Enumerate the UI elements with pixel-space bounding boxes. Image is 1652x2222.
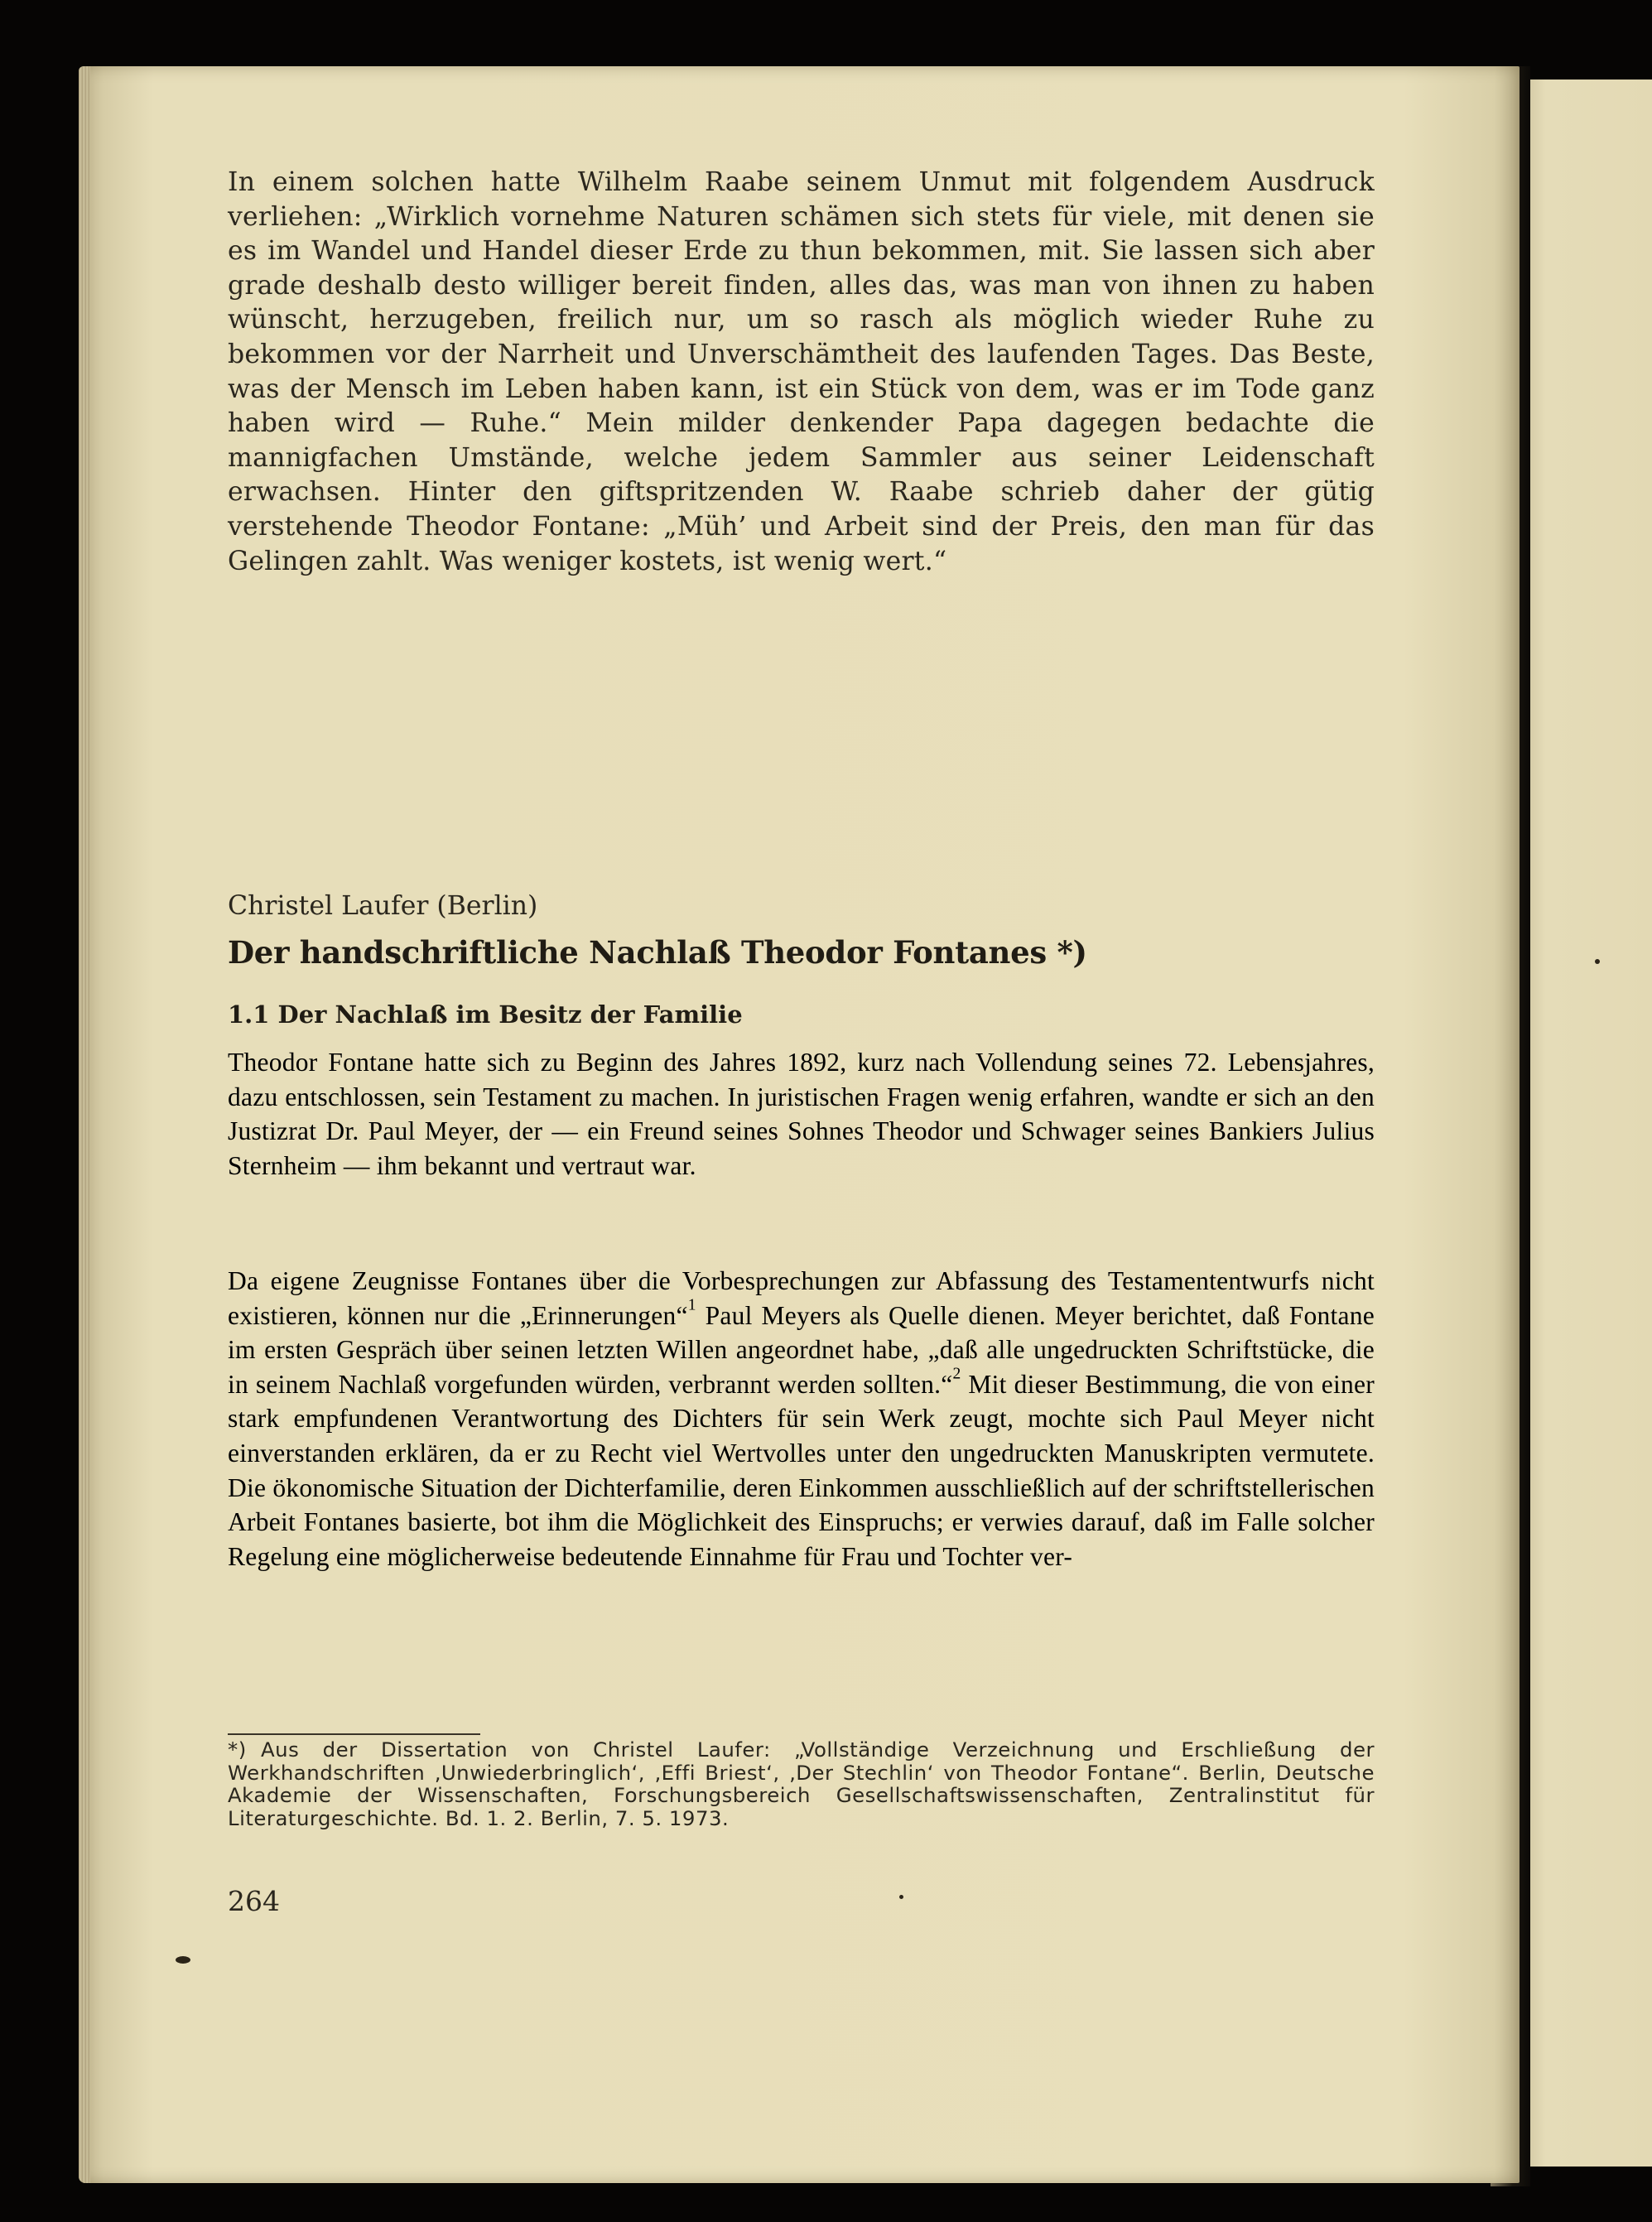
footnote-ref-2: 2 <box>952 1365 961 1383</box>
ink-speck <box>899 1895 903 1899</box>
body-paragraph-1: Theodor Fontane hatte sich zu Beginn des Jahres 1892, kurz nach Vollendung seines 72. Lebensjahres, dazu entschlossen, sein Testament zu machen. In juristischen Fragen wenig erfahren, wandte er sich an den Justizrat Dr. Paul Meyer, der — ein Freund seines Sohnes Theodor und Schwager seines Bankiers Julius Sternheim — ihm bekannt und vertraut war. <box>228 1048 1375 1180</box>
footnote-ref-1: 1 <box>687 1296 696 1314</box>
body-paragraph-2 <box>228 1264 1375 1574</box>
page-number: 264 <box>228 1885 280 1917</box>
body-paragraph-2-part2: Paul Meyers als Quelle dienen. Meyer berichtet, daß Fontane im ersten Gespräch über seinen letzten Willen angeordnet habe, „daß alle ungedruckten Schriftstücke, die in seinem Nachlaß vorgefunden würden, verbrannt werden sollten.“ <box>228 1300 1375 1399</box>
article-title: Der handschriftliche Nachlaß Theodor Fontanes *) <box>228 934 1087 971</box>
footnote-marker: *) <box>228 1738 247 1762</box>
top-paragraph: In einem solchen hatte Wilhelm Raabe seinem Unmut mit folgendem Ausdruck verliehen: „Wirklich vornehme Naturen schämen sich stets für viele, mit denen sie es im Wandel und Handel dieser Erde zu thun bekommen, mit. Sie lassen sich aber grade deshalb desto williger bereit finden, alles das, was man von ihnen zu haben wünscht, herzugeben, freilich nur, um so rasch als möglich wieder Ruhe zu bekommen vor der Narrheit und Unverschämtheit des laufenden Tages. Das Beste, was der Mensch im Leben haben kann, ist ein Stück von dem, was er im Tode ganz haben wird — Ruhe.“ Mein milder denkender Papa dagegen bedachte die mannigfachen Umstände, welche jedem Sammler aus seiner Leidenschaft erwachsen. Hinter den giftspritzenden W. Raabe schrieb daher der gütig verstehende Theodor Fontane: „Müh’ und Arbeit sind der Preis, den man für das Gelingen zahlt. Was weniger kostets, ist wenig wert.“ <box>228 167 1375 576</box>
body-paragraph-2-part1: Da eigene Zeugnisse Fontanes über die Vorbesprechungen zur Abfassung des Testamententwurfs nicht existieren, können nur die „Erinnerungen“ <box>228 1266 1375 1330</box>
body-paragraph-2-block <box>228 1264 1375 1574</box>
ink-speck <box>176 1956 190 1964</box>
page-stack-edge <box>79 66 90 2183</box>
footnote <box>228 1738 1375 1829</box>
section-heading: 1.1 Der Nachlaß im Besitz der Familie <box>228 1000 743 1029</box>
footnote-rule <box>228 1733 480 1735</box>
top-paragraph-block <box>228 166 1375 579</box>
ink-speck <box>1595 959 1600 964</box>
article-author: Christel Laufer (Berlin) <box>228 891 538 921</box>
body-paragraph-2-part3: Mit dieser Bestimmung, die von einer stark empfundenen Verantwortung des Dichters für sein Werk zeugt, mochte sich Paul Meyer nicht einverstanden erklären, da er zu Recht viel Wertvolles unter den ungedruckten Manuskripten vermutete. Die ökonomische Situation der Dichterfamilie, deren Einkommen ausschließlich auf der schriftstellerischen Arbeit Fontanes basierte, bot ihm die Möglichkeit des Einspruchs; er verwies darauf, daß im Falle solcher Regelung eine möglicherweise bedeutende Einnahme für Frau und Tochter ver- <box>228 1369 1375 1571</box>
facing-page-edge <box>1522 80 1652 2167</box>
footnote-text: Aus der Dissertation von Christel Laufer: „Vollständige Verzeichnung und Erschließung der Werkhandschriften ‚Unwiederbringlich‘, ‚Effi Briest‘, ‚Der Stechlin‘ von Theodor Fontane“. Berlin, Deutsche Akademie der Wissenschaften, Forschungsbereich Gesellschaftswissenschaften, Zentralinstitut für Literaturgeschichte. Bd. 1. 2. Berlin, 7. 5. 1973. <box>228 1738 1375 1830</box>
body-paragraph-1-block <box>228 1045 1375 1183</box>
